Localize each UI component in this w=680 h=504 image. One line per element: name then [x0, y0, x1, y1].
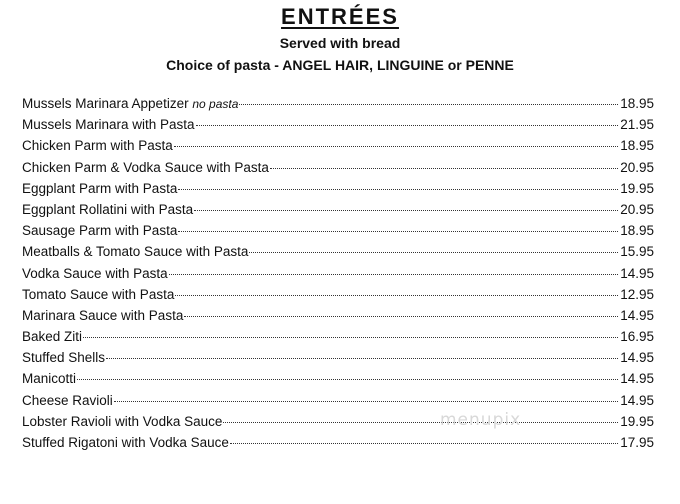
- menu-item-name: Mussels Marinara Appetizer: [22, 96, 189, 111]
- menu-item-name: Manicotti: [22, 371, 77, 387]
- dot-leader: [174, 146, 618, 147]
- menu-item: [22, 241, 654, 262]
- menu-item: [22, 263, 654, 284]
- menu-item-name: Mussels Marinara with Pasta: [22, 117, 195, 133]
- dot-leader: [169, 274, 619, 275]
- menu-item-price: 18.95: [620, 223, 654, 239]
- dot-leader: [270, 168, 618, 169]
- dot-leader: [184, 316, 618, 317]
- dot-leader: [194, 210, 618, 211]
- menu-item: [22, 178, 654, 199]
- dot-leader: [114, 401, 618, 402]
- menu-item-name: Sausage Parm with Pasta: [22, 223, 178, 239]
- dot-leader: [83, 337, 618, 338]
- menu-list: [22, 93, 654, 453]
- page-title: [0, 4, 680, 30]
- menu-item: [22, 93, 654, 114]
- menu-item-name: Baked Ziti: [22, 329, 83, 345]
- menu-item: [22, 157, 654, 178]
- dot-leader: [196, 125, 619, 126]
- dot-leader: [223, 422, 618, 423]
- menu-item-price: 16.95: [620, 329, 654, 345]
- menu-item-name: Marinara Sauce with Pasta: [22, 307, 184, 323]
- menu-item-price: 14.95: [620, 350, 654, 366]
- menu-item-price: 18.95: [620, 96, 654, 111]
- menu-item-price: 12.95: [620, 286, 654, 302]
- menu-item: [22, 411, 654, 432]
- menu-item-name: Stuffed Shells: [22, 350, 106, 366]
- menu-item-name: Lobster Ravioli with Vodka Sauce: [22, 413, 223, 429]
- menu-item-price: 14.95: [620, 392, 654, 408]
- menu-item: [22, 326, 654, 347]
- menu-item-name: Stuffed Rigatoni with Vodka Sauce: [22, 435, 229, 450]
- dot-leader: [77, 379, 618, 380]
- menu-item-price: 14.95: [620, 307, 654, 323]
- menu-item: [22, 432, 654, 453]
- menu-item: [22, 347, 654, 368]
- menu-item: [22, 114, 654, 135]
- menu-item-name: Cheese Ravioli: [22, 392, 113, 408]
- menu-item-name: Eggplant Parm with Pasta: [22, 180, 178, 196]
- dot-leader: [249, 252, 618, 253]
- menu-item-name: Eggplant Rollatini with Pasta: [22, 201, 194, 217]
- watermark-logo: menupix: [440, 410, 522, 430]
- dot-leader: [239, 104, 618, 105]
- dot-leader: [230, 443, 618, 444]
- dot-leader: [178, 189, 618, 190]
- dot-leader: [178, 231, 618, 232]
- dot-leader: [106, 358, 618, 359]
- menu-item-price: 14.95: [620, 265, 654, 281]
- menu-item-name: Meatballs & Tomato Sauce with Pasta: [22, 244, 249, 260]
- menu-item: [22, 390, 654, 411]
- menu-item: [22, 135, 654, 156]
- menu-item-price: 19.95: [620, 180, 654, 196]
- menu-item: [22, 284, 654, 305]
- menu-item-note: no pasta: [192, 97, 239, 111]
- menu-item-name: Chicken Parm with Pasta: [22, 138, 173, 154]
- menu-item: [22, 199, 654, 220]
- menu-item: [22, 220, 654, 241]
- menu-item-price: 15.95: [620, 244, 654, 260]
- menu-item-name: Chicken Parm & Vodka Sauce with Pasta: [22, 159, 269, 175]
- menu-item-price: 14.95: [620, 371, 654, 387]
- menu-item-name: Tomato Sauce with Pasta: [22, 286, 175, 302]
- title-text: ENTRÉES: [281, 4, 399, 29]
- dot-leader: [175, 295, 618, 296]
- menu-item-price: 20.95: [620, 201, 654, 217]
- menu-item-price: 21.95: [620, 117, 654, 133]
- menu-item-price: 18.95: [620, 138, 654, 154]
- menu-item-name: Vodka Sauce with Pasta: [22, 265, 168, 281]
- menu-item-price: 19.95: [620, 413, 654, 429]
- menu-item-price: 20.95: [620, 159, 654, 175]
- menu-item-price: 17.95: [620, 435, 654, 450]
- subtitle: Served with bread: [279, 35, 401, 51]
- menu-item: [22, 368, 654, 389]
- pasta-choice: Choice of pasta - ANGEL HAIR, LINGUINE or PENNE: [166, 57, 514, 73]
- menu-item: [22, 305, 654, 326]
